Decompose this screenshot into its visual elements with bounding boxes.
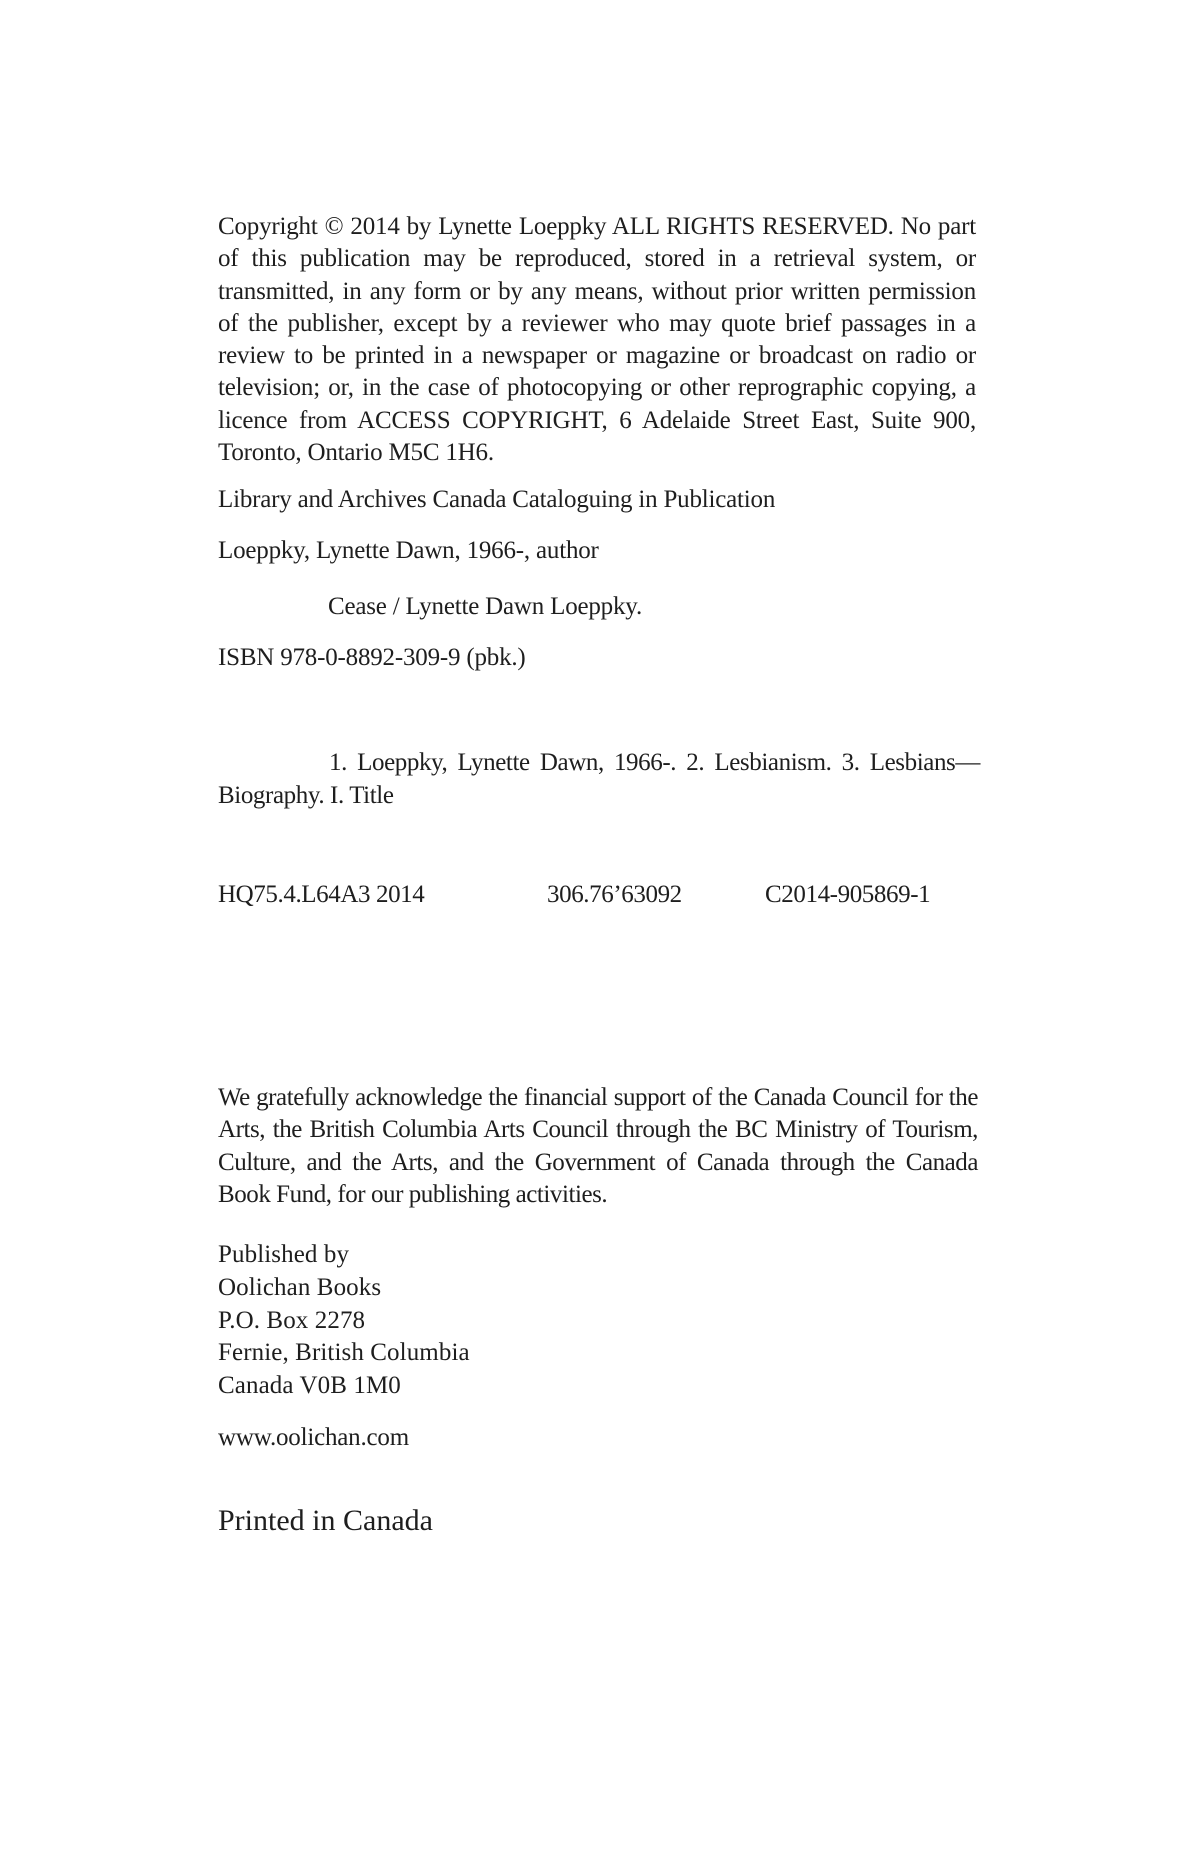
publisher-country-postal: Canada V0B 1M0 [218, 1372, 401, 1400]
publisher-city-province: Fernie, British Columbia [218, 1339, 470, 1367]
cip-subjects: 1. Loeppky, Lynette Dawn, 1966-. 2. Lesbianism. 3. Lesbians—Biography. I. Title [218, 749, 980, 809]
cip-classification-row [0, 879, 1200, 913]
copyright-notice: Copyright © 2014 by Lynette Loeppky ALL RIGHTS RESERVED. No part of this publication may be reproduced, stored in a retrieval system, or transmitted, in any form or by any means, without prior written permission of the publisher, except by a reviewer who may quote brief passages in a review to be printed in a newspaper or magazine or broadcast on radio or television; or, in the case of photocopying or other reprographic copying, a licence from ACCESS COPYRIGHT, 6 Adelaide Street East, Suite 900, Toronto, Ontario M5C 1H6. [218, 213, 976, 467]
lc-call-number: HQ75.4.L64A3 2014 [218, 881, 425, 908]
publisher-website: www.oolichan.com [218, 1424, 409, 1451]
canadiana-number: C2014-905869-1 [765, 881, 931, 908]
printed-in-statement: Printed in Canada [218, 1504, 433, 1537]
cip-heading: Library and Archives Canada Cataloguing in Publication [218, 486, 776, 513]
publisher-po-box: P.O. Box 2278 [218, 1306, 366, 1334]
cip-isbn: ISBN 978-0-8892-309-9 (pbk.) [218, 644, 526, 671]
dewey-number: 306.76’63092 [547, 881, 682, 908]
published-by-label: Published by [218, 1241, 350, 1268]
publisher-name: Oolichan Books [218, 1273, 382, 1301]
cip-title-statement: Cease / Lynette Dawn Loeppky. [328, 593, 643, 620]
cip-author: Loeppky, Lynette Dawn, 1966-, author [218, 537, 599, 564]
publisher-address [218, 1239, 470, 1403]
funding-acknowledgement: We gratefully acknowledge the financial support of the Canada Council for the Arts, the British Columbia Arts Council through the BC Ministry of Tourism, Culture, and the Arts, and the Government of Canada through the Canada Book Fund, for our publishing activities. [218, 1084, 978, 1208]
